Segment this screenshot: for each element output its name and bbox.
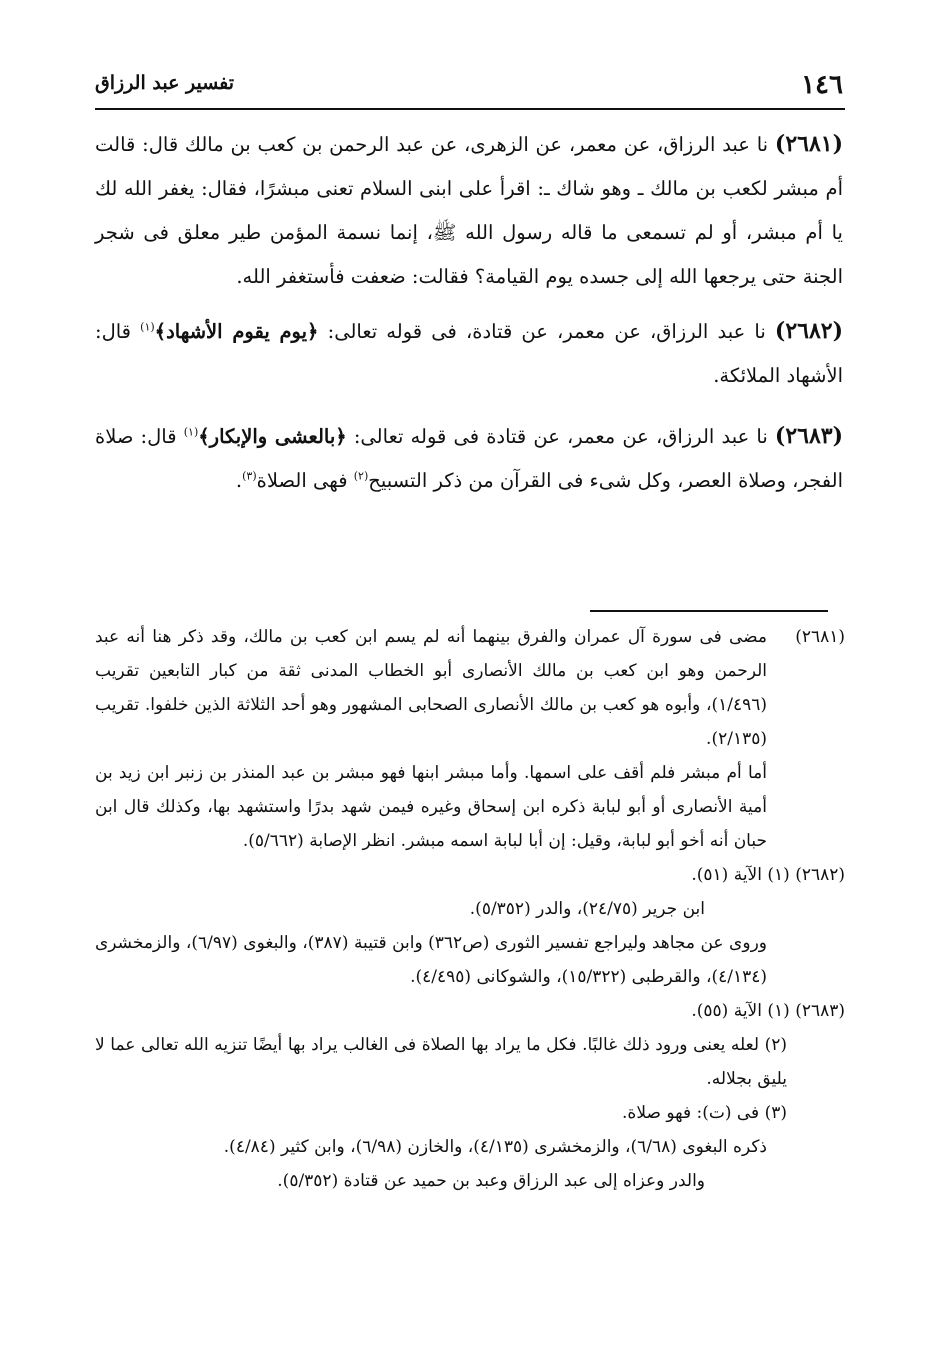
footnote-separator bbox=[590, 610, 828, 612]
footnote-2682-line: ابن جرير (٢٤/٧٥)، والدر (٥/٣٥٢). bbox=[469, 899, 705, 919]
page-header bbox=[95, 62, 843, 102]
hadith-number: (٢٦٨٢) bbox=[774, 318, 843, 344]
footnote-marker: (٣) bbox=[242, 469, 257, 483]
hadith-text: . bbox=[235, 469, 243, 492]
hadith-number: (٢٦٨٣) bbox=[774, 423, 844, 449]
header-rule bbox=[95, 108, 845, 110]
hadith-2682 bbox=[95, 309, 843, 398]
footnote-marker: (١) bbox=[183, 425, 199, 439]
hadith-2683 bbox=[95, 414, 843, 503]
footnote-2682-line: وروى عن مجاهد وليراجع تفسير الثورى (ص٣٦٢) وابن قتيبة (٣٨٧)، والبغوى (٦/٩٧)، والزمخشرى (٤/١٣٤)، والقرطبى (١٥/٣٢٢)، والشوكانى (٤/٤٩٥). bbox=[95, 933, 767, 987]
footnote-marker: (١) bbox=[140, 320, 155, 334]
footnote-2683-line: (٢٦٨٣) (١) الآية (٥٥). bbox=[691, 1001, 845, 1021]
hadith-text: نا عبد الرزاق، عن معمر، عن الزهرى، عن عبد الرحمن بن كعب بن مالك قال: قالت أم مبشر لكعب بن مالك ـ وهو شاك ـ: اقرأ على ابنى السلام تعنى مبشرًا، فقال: يغفر الله لك يا أم مبشر، أو لم تسمعى ما قاله رسول الله ﷺ، إنما نسمة المؤمن طير معلق فى شجر الجنة حتى يرجعها الله إلى جسده يوم القيامة؟ فقالت: ضعفت فأستغفر الله. bbox=[95, 133, 843, 288]
footnote-2683-line: (٢) لعله يعنى ورود ذلك غالبًا. فكل ما يراد بها الصلاة فى الغالب يراد بها أيضًا تنزيه الله تعالى عما لا يليق بجلاله. bbox=[95, 1035, 787, 1089]
main-text bbox=[95, 122, 843, 519]
hadith-text: نا عبد الرزاق، عن معمر، عن قتادة، فى قوله تعالى: bbox=[327, 320, 766, 343]
hadith-number: (٢٦٨١) bbox=[774, 131, 844, 157]
footnote-2682-line: (٢٦٨٢) (١) الآية (٥١). bbox=[691, 865, 845, 885]
page-number: ١٤٦ bbox=[801, 70, 843, 100]
hadith-2681 bbox=[95, 122, 843, 299]
footnote-2683-line: ذكره البغوى (٦/٦٨)، والزمخشرى (٤/١٣٥)، والخازن (٦/٩٨)، وابن كثير (٤/٨٤). bbox=[223, 1137, 767, 1157]
footnote-ref: (٢٦٨١) bbox=[795, 627, 845, 647]
footnote-marker: (٢) bbox=[353, 469, 369, 483]
footnote-text: أما أم مبشر فلم أقف على اسمها. وأما مبشر ابنها فهو مبشر بن عبد المنذر بن زنبر ابن زيد بن أمية الأنصارى أو أبو لبابة ذكره ابن إسحاق وغيره فيمن شهد بدرًا واستشهد بها، وكذلك قال ابن حبان أنه أخو أبو لبابة، وقيل: إن أبا لبابة اسمه مبشر. انظر الإصابة (٥/٦٦٢). bbox=[95, 763, 767, 851]
footnote-2683-line: والدر وعزاه إلى عبد الرزاق وعبد بن حميد عن قتادة (٥/٣٥٢). bbox=[277, 1171, 705, 1191]
quran-quote: ﴿يوم يقوم الأشهاد﴾ bbox=[154, 320, 319, 343]
hadith-text: قال: صلاة الفجر، وصلاة العصر، وكل شىء فى القرآن من ذكر التسبيح bbox=[95, 425, 843, 492]
footnote-2683-line: (٣) فى (ت): فهو صلاة. bbox=[622, 1103, 787, 1123]
quran-quote: ﴿بالعشى والإبكار﴾ bbox=[198, 425, 347, 448]
running-title: تفسير عبد الرزاق bbox=[95, 72, 235, 94]
footnote-2681 bbox=[95, 620, 845, 858]
hadith-text: فهى الصلاة bbox=[256, 469, 348, 492]
footnotes bbox=[95, 620, 845, 1198]
footnote-text: مضى فى سورة آل عمران والفرق بينهما أنه لم يسم ابن كعب بن مالك، وقد ذكر هنا أنه عبد الرحمن وهو ابن كعب بن مالك الأنصارى أبو الخطاب المدنى ثقة من كبار التابعين تقريب (١/٤٩٦)، وأبوه هو كعب بن مالك الأنصارى الصحابى المشهور وهو أحد الثلاثة الذين خلفوا. تقريب (٢/١٣٥). bbox=[95, 627, 767, 749]
hadith-text: قال: الأشهاد الملائكة. bbox=[95, 320, 843, 387]
hadith-text: نا عبد الرزاق، عن معمر، عن قتادة فى قوله تعالى: bbox=[353, 425, 768, 448]
